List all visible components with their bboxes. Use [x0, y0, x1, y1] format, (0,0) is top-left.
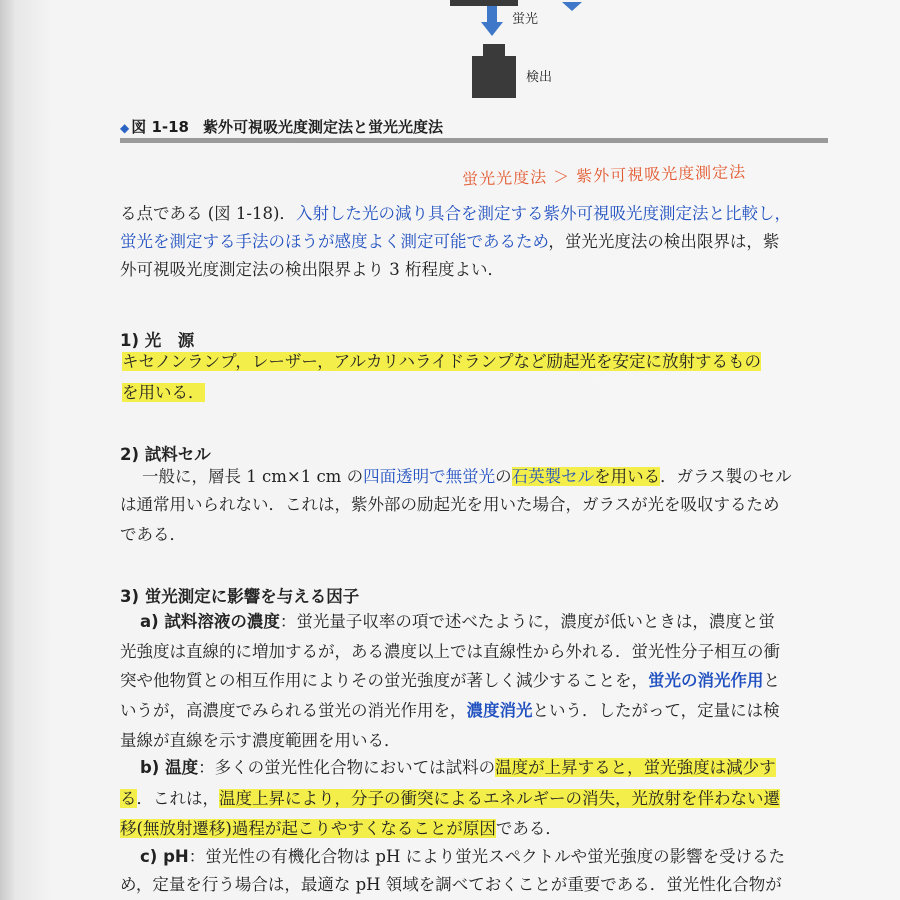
factor-c-label: c) pH: [140, 847, 189, 866]
caption-rule: [120, 138, 828, 143]
figure-caption: [120, 116, 443, 137]
factor-b-label: b) 温度: [140, 758, 199, 777]
diamond-icon: ◆: [120, 121, 130, 135]
blue-text-span: 入射した光の減り具合を測定する紫外可視吸光度測定法と比較し，: [295, 204, 791, 223]
text-span: ：多くの蛍光性化合物においては試料の: [198, 758, 496, 777]
arrow-head-icon: [481, 22, 503, 36]
intro-line-3: 外可視吸光度測定法の検出限界より 3 桁程度よい．: [120, 260, 504, 279]
factor-a-line-2: 光強度は直線的に増加するが，ある濃度以上では直線性から外れる．蛍光性分子相互の衝: [120, 642, 780, 661]
highlighted-text: を用いる: [594, 467, 661, 486]
highlighted-text: 温度上昇により，分子の衝突によるエネルギーの消失，光放射を伴わない遷: [219, 789, 780, 808]
detector-label: 検出: [526, 70, 553, 85]
factor-a-line-1: [140, 611, 775, 633]
text-span: ：蛍光量子収率の項で述べたように，濃度が低いときは，濃度と蛍: [279, 612, 775, 631]
text-span: の: [495, 467, 512, 486]
text-span: である．: [495, 819, 562, 838]
page-gutter: [0, 0, 14, 900]
section1-line-2: [122, 382, 205, 404]
handwritten-note: 蛍光光度法 ＞ 紫外可視吸光度測定法: [461, 162, 747, 189]
text-span: という．したがって，定量には検: [532, 701, 780, 720]
highlighted-text: る: [120, 789, 137, 808]
text-span: 突や他物質との相互作用によりその蛍光強度が著しく減少することを，: [120, 671, 648, 690]
section-heading-light-source: 1) 光 源: [120, 331, 195, 350]
figure-title: 紫外可視吸光度測定法と蛍光光度法: [203, 118, 444, 136]
factor-b-line-1: [140, 757, 776, 779]
section2-line-1: [142, 466, 792, 488]
detector-block: [472, 56, 516, 98]
text-span: ：蛍光性の有機化合物は pH により蛍光スペクトルや蛍光強度の影響を受けるた: [188, 847, 786, 866]
term-fluorescence-quenching: 蛍光の消光作用: [648, 671, 764, 690]
text-span: ．これは，: [136, 789, 219, 808]
factor-a-label: a) 試料溶液の濃度: [140, 612, 280, 631]
highlighted-text: キセノンランプ，レーザー，アルカリハライドランプなど励起光を安定に放射するもの: [122, 352, 762, 371]
factor-a-line-5: 量線が直線を示す濃度範囲を用いる．: [120, 731, 401, 750]
intro-line-1: [120, 203, 791, 225]
factor-a-line-4: [120, 700, 780, 722]
section2-line-3: である．: [120, 525, 186, 544]
factor-a-line-3: [120, 670, 780, 692]
fluorescence-label: 蛍光: [512, 12, 539, 27]
text-span: いうが，高濃度でみられる蛍光の消光作用を，: [120, 701, 467, 720]
text-span: ．ガラス製のセル: [660, 467, 792, 486]
section2-line-2: は通常用いられない．これは，紫外部の励起光を用いた場合，ガラスが光を吸収するため: [120, 495, 780, 514]
highlighted-text: 移(無放射遷移)過程が起こりやすくなることが原因: [120, 819, 496, 838]
factor-b-line-3: [120, 818, 562, 840]
text-span: 一般に，層長 1 cm×1 cm の: [142, 467, 364, 486]
figure-number: 図 1-18: [131, 118, 189, 136]
section-heading-factors: 3) 蛍光測定に影響を与える因子: [120, 587, 360, 606]
factor-b-line-2: [120, 788, 780, 810]
text-span: る点である (図 1-18)．: [120, 204, 296, 223]
section1-line-1: [122, 351, 761, 373]
light-path-arrow-icon: [560, 0, 586, 12]
highlighted-text: 温度が上昇すると，蛍光強度は減少す: [495, 758, 776, 777]
section-heading-sample-cell: 2) 試料セル: [120, 445, 211, 464]
blue-text-span: 四面透明: [363, 467, 430, 486]
intro-line-2: [120, 231, 779, 253]
text-span: ，蛍光光度法の検出限界は，紫: [548, 232, 780, 251]
factor-c-line-1: [140, 846, 785, 868]
diagram-lamp-bar: [450, 0, 518, 6]
factor-c-line-2: め，定量を行う場合は，最適な pH 領域を調べておくことが重要である．蛍光性化合物が: [120, 875, 782, 894]
highlighted-text: を用いる．: [122, 383, 205, 402]
blue-text-span: 蛍光を測定する手法のほうが感度よく測定可能であるため: [120, 232, 549, 251]
blue-highlighted-text: 石英製セル: [511, 467, 595, 486]
text-span: と: [763, 671, 780, 690]
blue-text-span: 無蛍光: [445, 467, 496, 486]
term-concentration-quenching: 濃度消光: [466, 701, 533, 720]
blue-text-span: で: [429, 467, 446, 486]
